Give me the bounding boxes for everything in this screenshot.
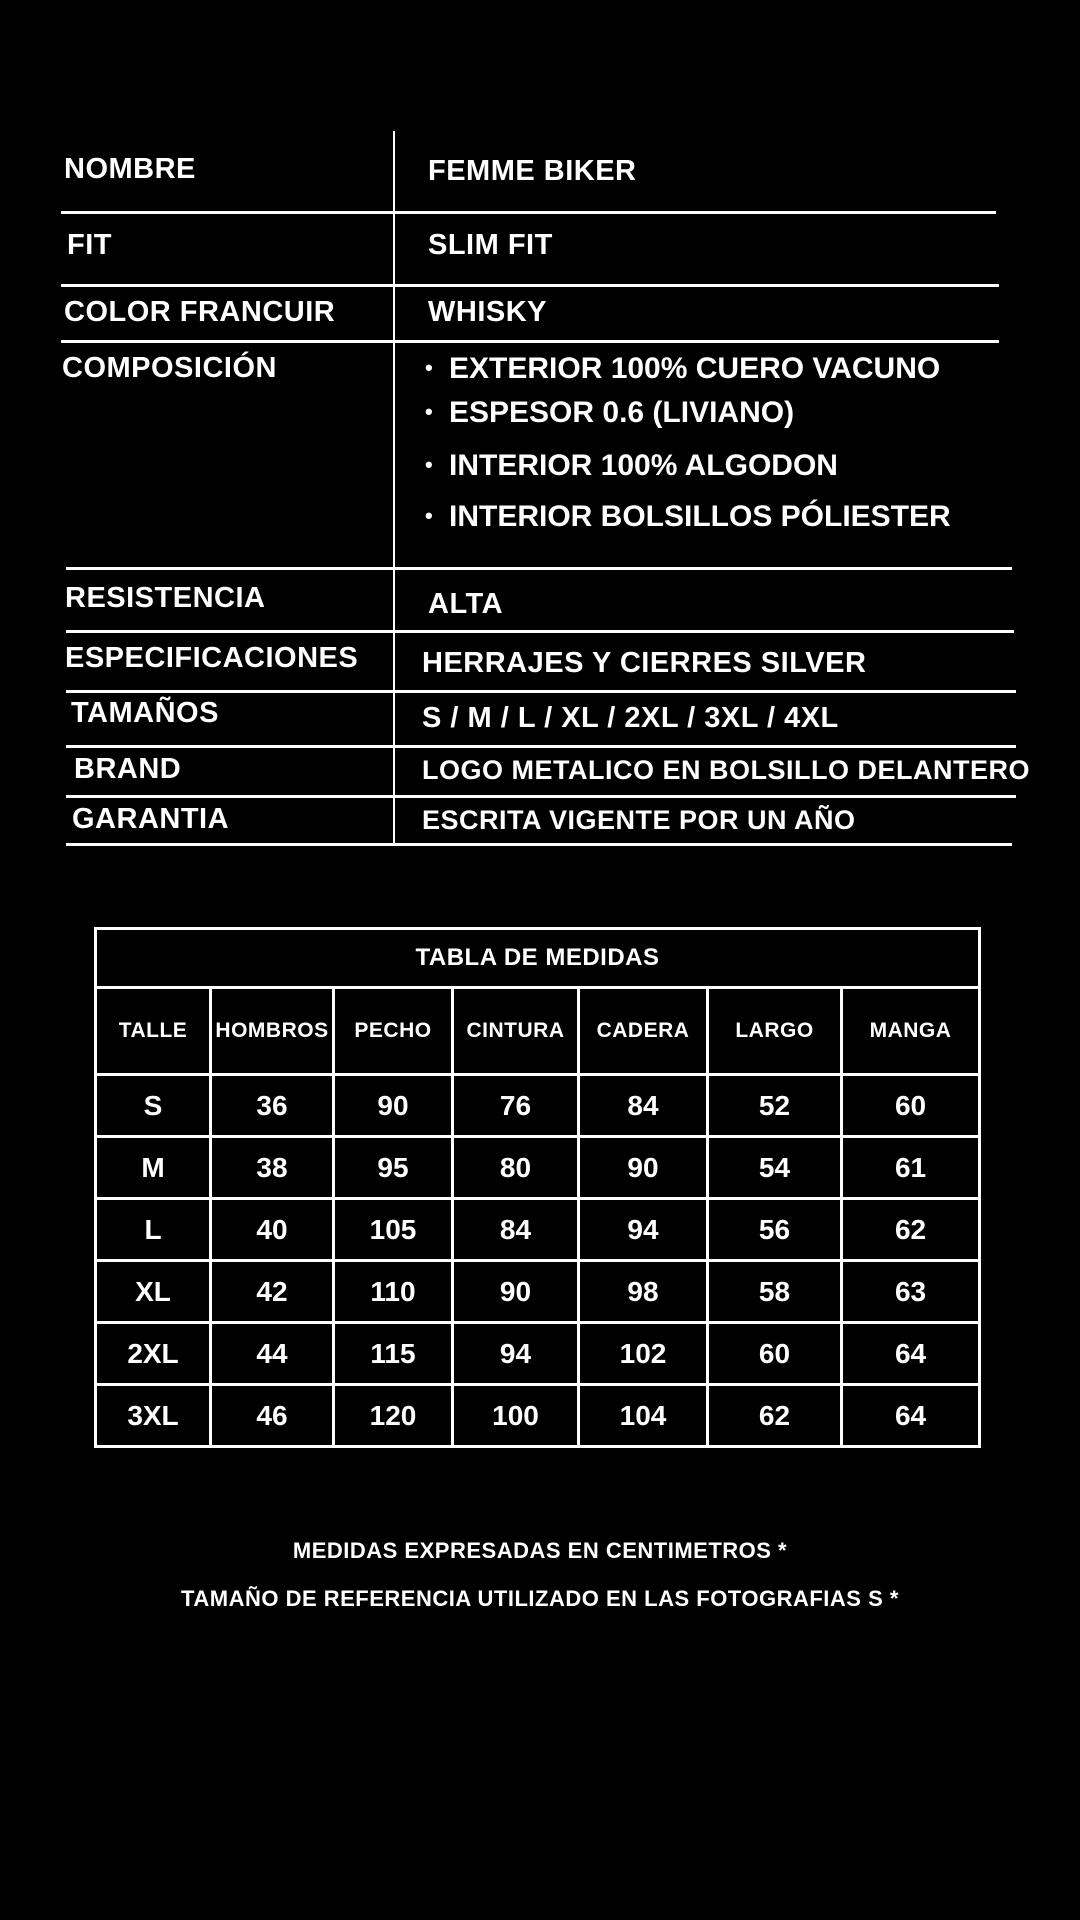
table-cell: 80 — [453, 1137, 579, 1199]
table-cell: 52 — [708, 1075, 842, 1137]
row-divider — [66, 795, 1016, 798]
table-cell: 90 — [579, 1137, 708, 1199]
table-cell: 62 — [708, 1385, 842, 1447]
table-cell: 44 — [211, 1323, 334, 1385]
table-cell: L — [96, 1199, 211, 1261]
table-row — [96, 1075, 980, 1137]
spec-value-especificaciones: HERRAJES Y CIERRES SILVER — [422, 647, 867, 679]
table-header-row — [96, 988, 980, 1075]
column-header: HOMBROS — [211, 988, 334, 1075]
table-row — [96, 1261, 980, 1323]
table-cell: 120 — [334, 1385, 453, 1447]
product-spec-sheet — [0, 0, 1080, 860]
row-divider — [61, 340, 999, 343]
footnote-units: MEDIDAS EXPRESADAS EN CENTIMETROS * — [292, 1538, 788, 1563]
spec-label-especificaciones: ESPECIFICACIONES — [65, 642, 359, 674]
table-cell: 64 — [842, 1323, 980, 1385]
composition-bullet: • ESPESOR 0.6 (LIVIANO) — [425, 396, 794, 430]
footnote-reference-size: TAMAÑO DE REFERENCIA UTILIZADO EN LAS FOTOGRAFIAS S * — [181, 1586, 899, 1611]
table-cell: 62 — [842, 1199, 980, 1261]
table-cell: 104 — [579, 1385, 708, 1447]
table-cell: 94 — [453, 1323, 579, 1385]
column-header: CINTURA — [453, 988, 579, 1075]
composition-bullet: • INTERIOR BOLSILLOS PÓLIESTER — [425, 500, 951, 534]
table-cell: 38 — [211, 1137, 334, 1199]
composition-bullet: • INTERIOR 100% ALGODON — [425, 449, 838, 483]
table-cell: 64 — [842, 1385, 980, 1447]
table-cell: 46 — [211, 1385, 334, 1447]
table-cell: 56 — [708, 1199, 842, 1261]
spec-value-tamanos: S / M / L / XL / 2XL / 3XL / 4XL — [422, 702, 839, 734]
table-cell: 63 — [842, 1261, 980, 1323]
column-header: CADERA — [579, 988, 708, 1075]
table-row — [96, 1137, 980, 1199]
spec-label-color: COLOR FRANCUIR — [64, 296, 336, 328]
spec-label-nombre: NOMBRE — [64, 153, 196, 185]
table-cell: 110 — [334, 1261, 453, 1323]
table-cell: 40 — [211, 1199, 334, 1261]
spec-label-garantia: GARANTIA — [72, 803, 230, 835]
table-cell: M — [96, 1137, 211, 1199]
table-cell: 42 — [211, 1261, 334, 1323]
table-cell: 94 — [579, 1199, 708, 1261]
table-cell: 98 — [579, 1261, 708, 1323]
size-chart-table — [94, 927, 981, 1448]
table-cell: 115 — [334, 1323, 453, 1385]
table-title: TABLA DE MEDIDAS — [96, 929, 980, 988]
spec-value-resistencia: ALTA — [428, 588, 504, 620]
spec-value-garantia: ESCRITA VIGENTE POR UN AÑO — [422, 805, 856, 835]
table-cell: 105 — [334, 1199, 453, 1261]
table-cell: 2XL — [96, 1323, 211, 1385]
table-cell: 84 — [453, 1199, 579, 1261]
row-divider — [66, 567, 1012, 570]
spec-label-brand: BRAND — [74, 753, 182, 785]
spec-label-composicion: COMPOSICIÓN — [62, 352, 277, 384]
table-cell: 95 — [334, 1137, 453, 1199]
row-divider — [61, 211, 996, 214]
row-divider — [66, 630, 1014, 633]
spec-value-fit: SLIM FIT — [428, 229, 553, 261]
spec-value-brand: LOGO METALICO EN BOLSILLO DELANTERO — [422, 755, 1030, 785]
spec-label-tamanos: TAMAÑOS — [71, 697, 219, 729]
spec-label-fit: FIT — [67, 229, 112, 261]
table-cell: 60 — [842, 1075, 980, 1137]
column-header: LARGO — [708, 988, 842, 1075]
table-cell: 61 — [842, 1137, 980, 1199]
table-title-row — [96, 929, 980, 988]
table-cell: 60 — [708, 1323, 842, 1385]
table-cell: XL — [96, 1261, 211, 1323]
table-cell: 3XL — [96, 1385, 211, 1447]
spec-label-resistencia: RESISTENCIA — [65, 582, 266, 614]
table-cell: 100 — [453, 1385, 579, 1447]
table-row — [96, 1199, 980, 1261]
row-divider — [66, 690, 1016, 693]
spec-value-nombre: FEMME BIKER — [428, 155, 637, 187]
column-header: MANGA — [842, 988, 980, 1075]
table-cell: 84 — [579, 1075, 708, 1137]
table-row — [96, 1323, 980, 1385]
spec-value-color: WHISKY — [428, 296, 547, 328]
table-cell: S — [96, 1075, 211, 1137]
table-cell: 76 — [453, 1075, 579, 1137]
table-cell: 102 — [579, 1323, 708, 1385]
row-divider — [61, 284, 999, 287]
column-header: PECHO — [334, 988, 453, 1075]
composition-bullet: • EXTERIOR 100% CUERO VACUNO — [425, 352, 940, 386]
row-divider — [66, 745, 1016, 748]
table-cell: 90 — [453, 1261, 579, 1323]
table-cell: 54 — [708, 1137, 842, 1199]
column-header: TALLE — [96, 988, 211, 1075]
table-cell: 36 — [211, 1075, 334, 1137]
column-divider — [393, 131, 395, 845]
table-cell: 90 — [334, 1075, 453, 1137]
table-row — [96, 1385, 980, 1447]
table-cell: 58 — [708, 1261, 842, 1323]
row-divider — [66, 843, 1012, 846]
